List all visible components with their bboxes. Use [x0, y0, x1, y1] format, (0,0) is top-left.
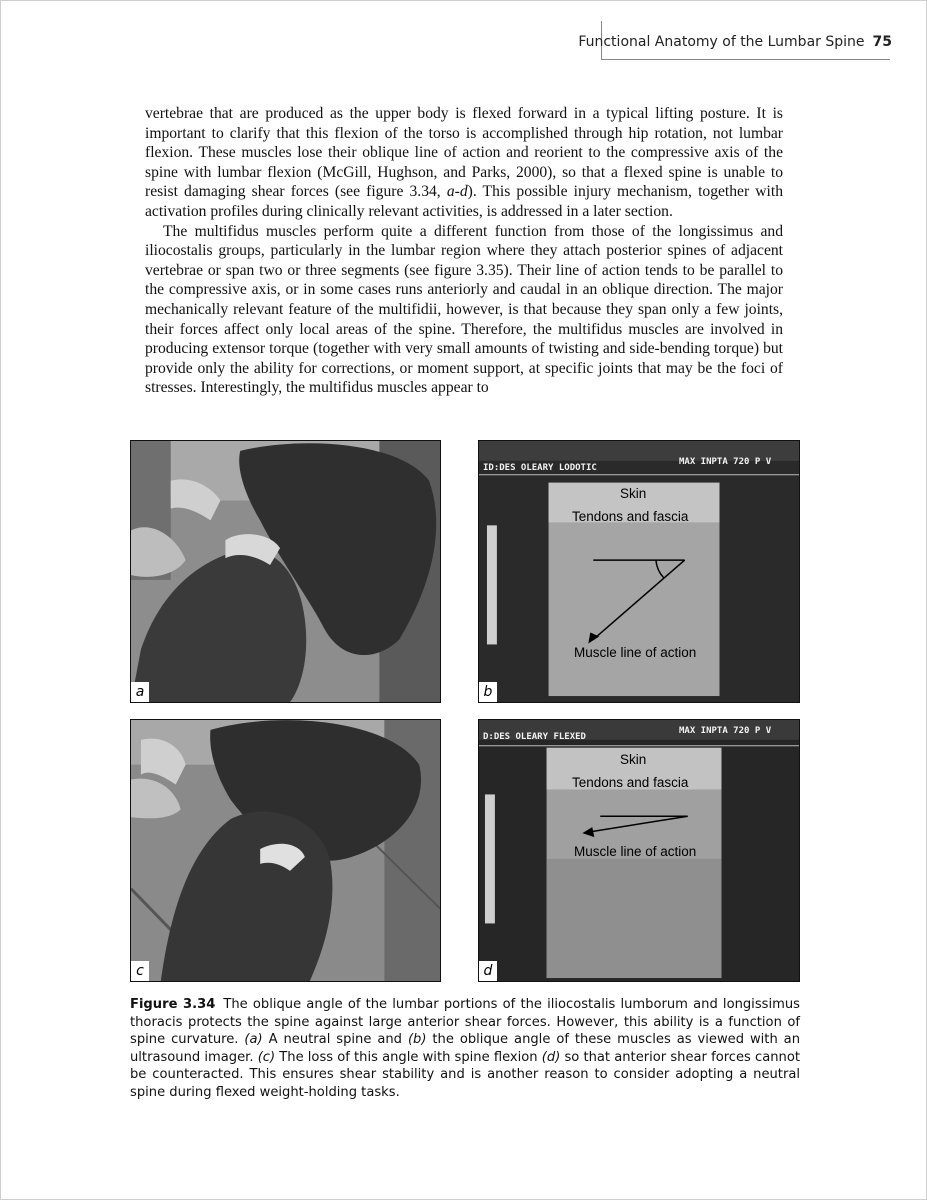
caption-number: Figure 3.34 [130, 997, 216, 1012]
panel-label-d: d [479, 961, 497, 981]
header-rule [601, 59, 890, 60]
ultrasound-neutral [479, 441, 799, 702]
caption-text-5: so that anterior shear forces cannot be counteracted. This ensures shear stability and is another reason to consider adopting a neutral spine during flexed weight-holding tasks. [130, 1049, 801, 1100]
photo-neutral-spine [131, 441, 440, 702]
page-number: 75 [872, 34, 892, 50]
label-tendons-b: Tendons and fascia [572, 509, 689, 524]
label-muscle-d: Muscle line of action [574, 844, 697, 859]
ultrasound-info-b: MAX INPTA 720 P V [679, 457, 772, 467]
figure-panel-b [478, 440, 800, 703]
figure-caption [130, 996, 800, 1102]
label-skin-b: Skin [620, 486, 647, 501]
caption-ref-b: (b) [407, 1032, 427, 1048]
photo-flexed-spine [131, 720, 440, 981]
label-muscle-b: Muscle line of action [574, 645, 697, 660]
caption-text-2: A neutral spine and [262, 1032, 408, 1048]
caption-text-1: The oblique angle of the lumbar portions of the iliocostalis lumborum and longissimus thoracis protects the spine against large anterior shear forces. However, this ability is a function of spine curvature. [130, 997, 800, 1048]
caption-ref-c: (c) [257, 1049, 276, 1065]
paragraph-1-text: vertebrae that are produced as the upper body is flexed forward in a typical lifting posture. It is important to clarify that this flexion of the torso is accomplished through hip rotation, not lumbar flexion. These muscles lose their oblique line of action and reorient to the compressive axis of the spine with lumbar flexion (McGill, Hughson, and Parks, 2000), so that a flexed spine is unable to resist damaging shear forces (see figure 3.34, [145, 105, 783, 201]
ultrasound-info-d: MAX INPTA 720 P V [679, 726, 772, 736]
figure-panel-a [130, 440, 441, 703]
label-tendons-d: Tendons and fascia [572, 775, 689, 790]
panel-label-b: b [479, 682, 497, 702]
running-head-title: Functional Anatomy of the Lumbar Spine [578, 34, 865, 50]
caption-text-4: The loss of this angle with spine flexion [275, 1049, 542, 1065]
body-text [145, 104, 783, 398]
panel-label-a: a [131, 682, 149, 702]
paragraph-2: The multifidus muscles perform quite a different function from those of the longissimus and iliocostalis groups, particularly in the lumbar region where they attach posterior spines of adjacent vertebrae or span two or three segments (see figure 3.35). Their line of action tends to be parallel to the compressive axis, or in some cases runs anteriorly and caudal in an oblique direction. The major mechanically relevant feature of the multifidii, however, is that because they span only a few joints, their forces affect only local areas of the spine. Therefore, the multifidus muscles are involved in producing extensor torque (together with very small amounts of twisting and side-bending torque) but provide only the ability for corrections, or moment support, at specific joints that may be the foci of stresses. Interestingly, the multifidus muscles appear to [145, 222, 783, 397]
running-head [578, 34, 892, 50]
figure-ref: a-d [446, 183, 468, 201]
panel-label-c: c [131, 961, 149, 981]
caption-text-3: the oblique angle of these muscles as viewed with an ultrasound imager. [130, 1032, 801, 1065]
ultrasound-header-b: ID:DES OLEARY LODOTIC [483, 463, 597, 473]
paragraph-1 [145, 104, 783, 222]
label-skin-d: Skin [620, 752, 647, 767]
figure-panel-c [130, 719, 441, 982]
paragraph-1-end: ). This possible injury mechanism, together with activation profiles during clinically relevant activities, is addressed in a later section. [145, 183, 784, 220]
ultrasound-header-d: D:DES OLEARY FLEXED [483, 732, 586, 742]
caption-ref-a: (a) [244, 1032, 263, 1048]
figure-panel-d [478, 719, 800, 982]
caption-ref-d: (d) [541, 1049, 561, 1065]
